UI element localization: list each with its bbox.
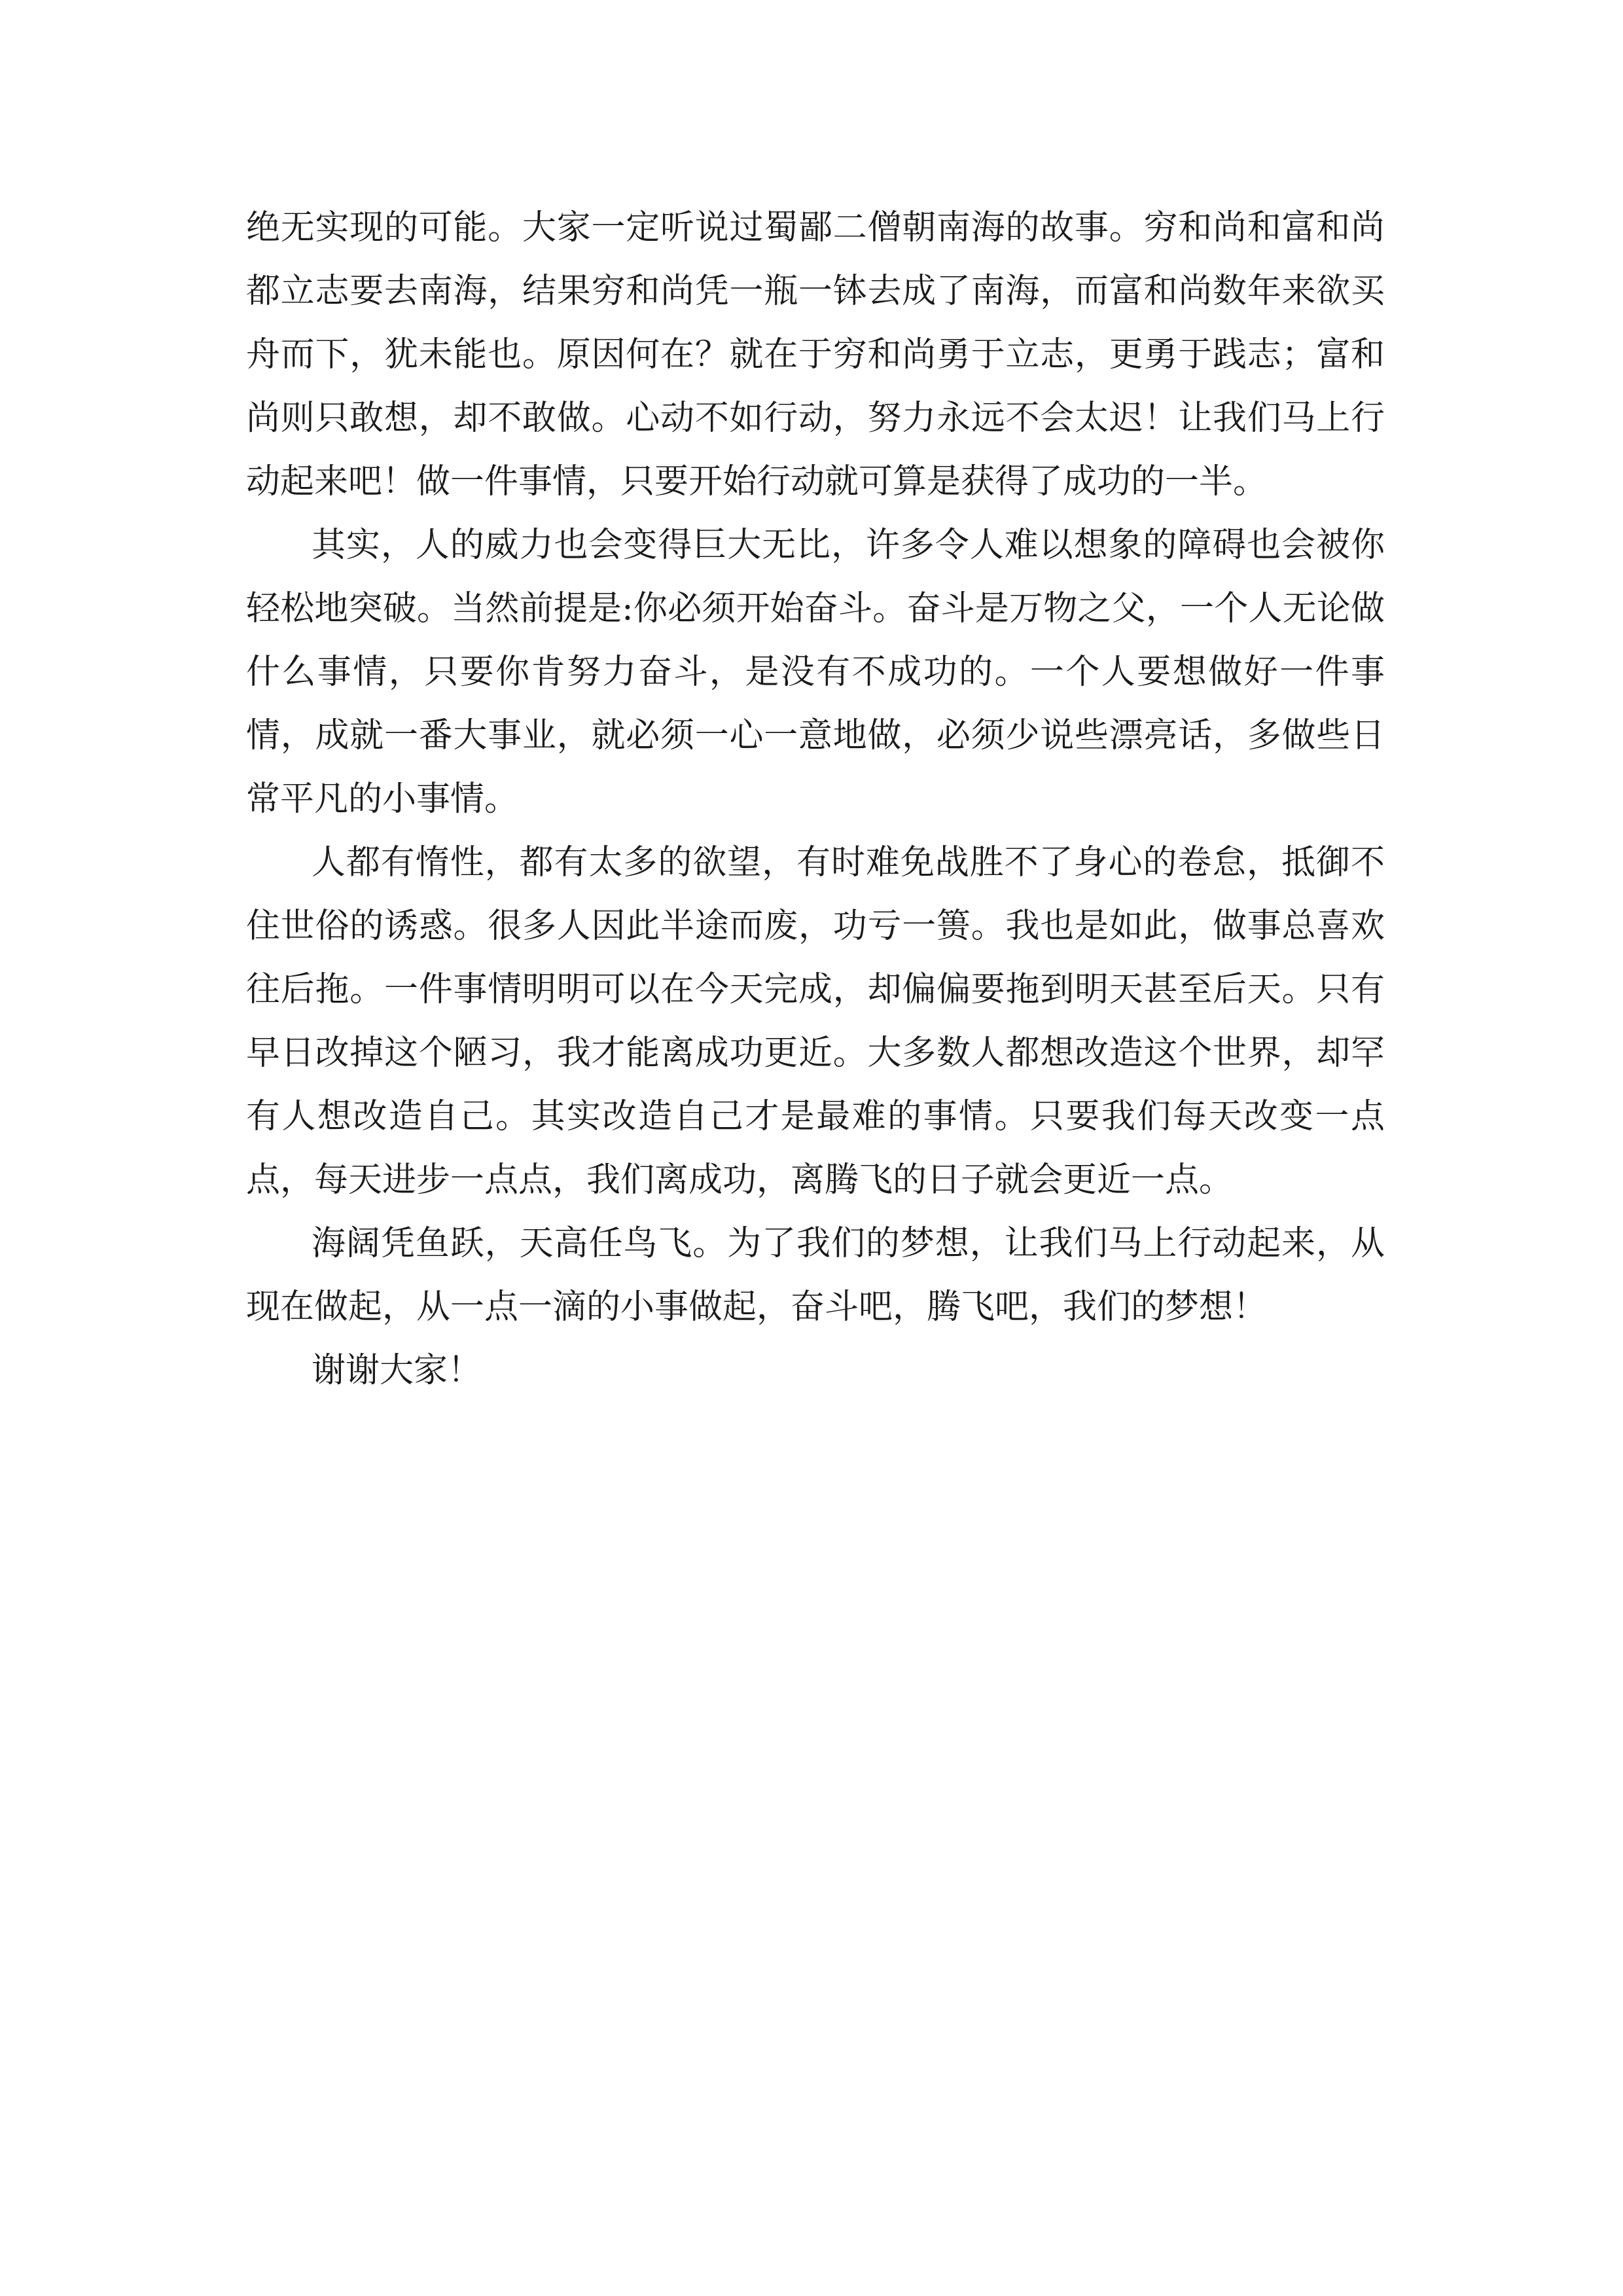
paragraph-3: 人都有惰性，都有太多的欲望，有时难免战胜不了身心的卷怠，抵御不住世俗的诱惑。很多人因此半途而废，功亏一篑。我也是如此，做事总喜欢往后拖。一件事情明明可以在今天完成，却偏偏要拖到明天甚至后天。只有早日改掉这个陋习，我才能离成功更近。大多数人都想改造这个世界，却罕有人想改造自己。其实改造自己才是最难的事情。只要我们每天改变一点点，每天进步一点点，我们离成功，离腾飞的日子就会更近一点。 xyxy=(246,843,1385,1200)
paragraph-2: 其实，人的威力也会变得巨大无比，许多令人难以想象的障碍也会被你轻松地突破。当然前提是:你必须开始奋斗。奋斗是万物之父，一个人无论做什么事情，只要你肯努力奋斗，是没有不成功的。一个人要想做好一件事情，成就一番大事业，就必须一心一意地做，必须少说些漂亮话，多做些日常平凡的小事情。 xyxy=(246,526,1385,819)
closing-thanks: 谢谢大家！ xyxy=(312,1351,482,1390)
paragraph-4: 海阔凭鱼跃，天高任鸟飞。为了我们的梦想，让我们马上行动起来，从现在做起，从一点一滴的小事做起，奋斗吧，腾飞吧，我们的梦想！ xyxy=(246,1224,1385,1327)
document-body xyxy=(246,196,1385,1403)
paragraph-1: 绝无实现的可能。大家一定听说过蜀鄙二僧朝南海的故事。穷和尚和富和尚都立志要去南海，结果穷和尚凭一瓶一钵去成了南海，而富和尚数年来欲买舟而下，犹未能也。原因何在？就在于穷和尚勇于立志，更勇于践志；富和尚则只敢想，却不敢做。心动不如行动，努力永远不会太迟！让我们马上行动起来吧！做一件事情，只要开始行动就可算是获得了成功的一半。 xyxy=(246,208,1385,501)
